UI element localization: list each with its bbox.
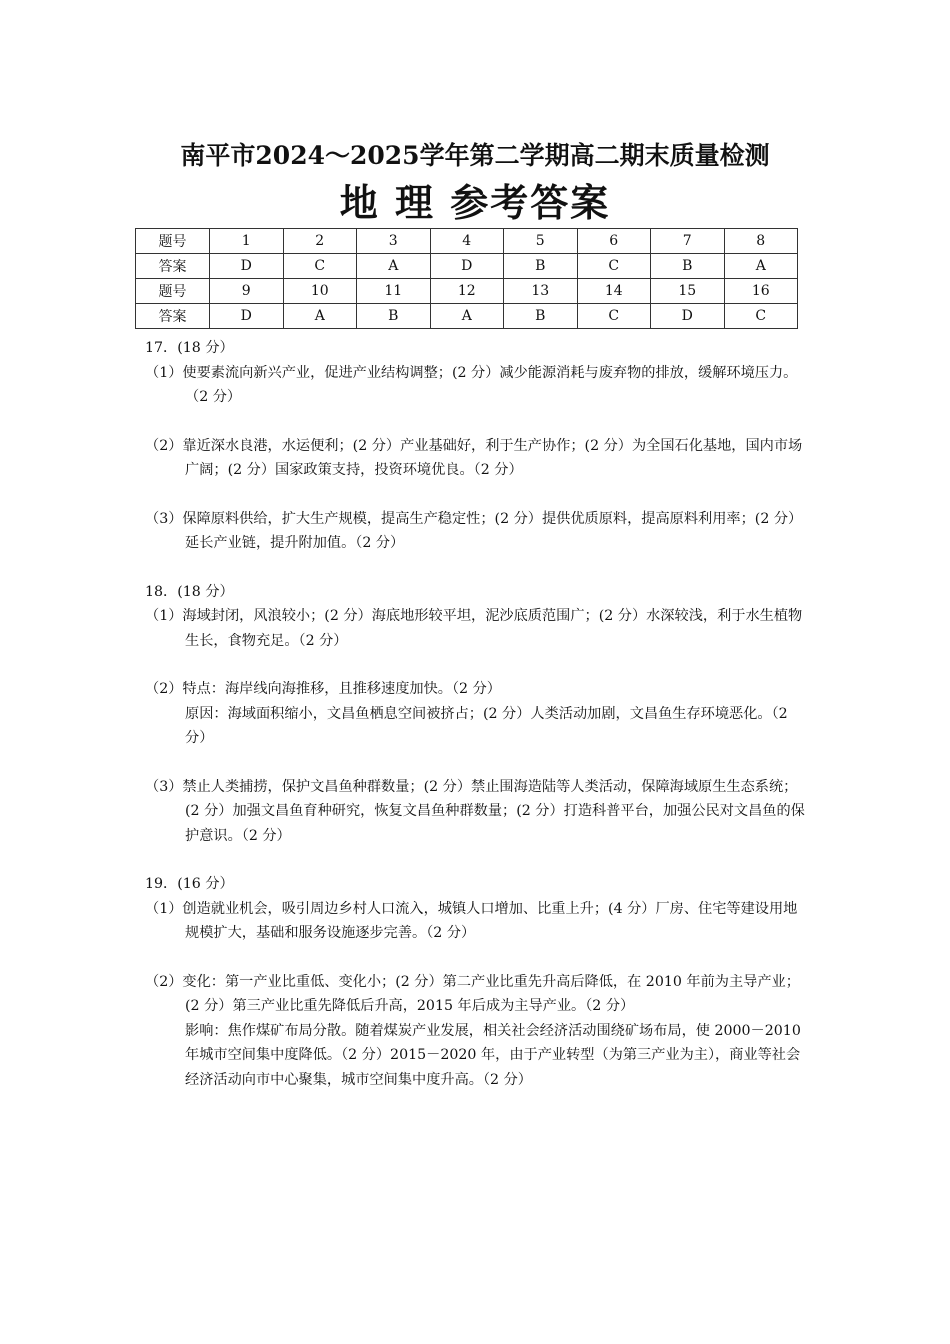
answer-table-cell: D (210, 254, 284, 279)
q18-part1: （1）海域封闭，风浪较小；(2 分）海底地形较平坦，泥沙底质范围广；(2 分）水深较浅，利于水生植物生长，食物充足。（2 分） (145, 608, 803, 649)
answer-table-cell: 7 (651, 229, 725, 254)
answer-table (135, 228, 798, 329)
q18-part2-features: （2）特点：海岸线向海推移，且推移速度加快。（2 分） (145, 681, 501, 697)
answer-table-cell: 1 (210, 229, 284, 254)
answer-table-cell: 8 (724, 229, 798, 254)
answer-table-cell: 4 (430, 229, 504, 254)
answer-table-cell: 2 (283, 229, 357, 254)
answer-content (145, 336, 810, 1092)
answer-table-row-label: 题号 (136, 229, 210, 254)
answer-table-cell: 14 (577, 279, 651, 304)
answer-table-row-label: 答案 (136, 254, 210, 279)
answer-table-cell: 3 (357, 229, 431, 254)
answer-table-cell: 13 (504, 279, 578, 304)
document-subtitle: 地 理 参考答案 (339, 181, 611, 225)
answer-table-cell: C (577, 254, 651, 279)
answer-table-cell: 5 (504, 229, 578, 254)
answer-table-cell: 12 (430, 279, 504, 304)
answer-table-row (136, 229, 798, 254)
q19-part2-impacts: 影响：焦作煤矿布局分散。随着煤炭产业发展，相关社会经济活动围绕矿场布局，使 2000－2010 年城市空间集中度降低。（2 分）2015－2020 年，由于产业转型（为第三产业为主），商业等社会经济活动向市中心聚集，城市空间集中度升高。（2 分） (185, 1022, 801, 1088)
document-title: 南平市2024～2025学年第二学期高二期末质量检测 (180, 141, 770, 170)
answer-table-cell: A (357, 254, 431, 279)
q17-part2: （2）靠近深水良港，水运便利；(2 分）产业基础好，利于生产协作；(2 分）为全国石化基地，国内市场广阔；(2 分）国家政策支持，投资环境优良。（2 分） (145, 437, 803, 478)
answer-table-cell: C (724, 304, 798, 329)
q19-heading: 19．(16 分） (145, 876, 234, 892)
answer-table-row-label: 答案 (136, 304, 210, 329)
q17-heading: 17．(18 分） (145, 340, 234, 356)
q17-part1: （1）使要素流向新兴产业，促进产业结构调整；(2 分）减少能源消耗与废弃物的排放，缓解环境压力。（2 分） (145, 364, 798, 405)
q19-part1: （1）创造就业机会，吸引周边乡村人口流入，城镇人口增加、比重上升；(4 分）厂房、住宅等建设用地规模扩大，基础和服务设施逐步完善。（2 分） (145, 900, 798, 941)
q18-part3: （3）禁止人类捕捞，保护文昌鱼种群数量；(2 分）禁止围海造陆等人类活动，保障海域原生生态系统；(2 分）加强文昌鱼育种研究，恢复文昌鱼种群数量；(2 分）打造科普平台，加强公民对文昌鱼的保护意识。（2 分） (145, 778, 805, 844)
answer-table-cell: C (577, 304, 651, 329)
answer-table-cell: 10 (283, 279, 357, 304)
q18-part2-reasons: 原因：海域面积缩小，文昌鱼栖息空间被挤占；(2 分）人类活动加剧，文昌鱼生存环境恶化。（2 分） (185, 705, 788, 746)
answer-table-cell: A (283, 304, 357, 329)
answer-table-cell: D (651, 304, 725, 329)
answer-table-cell: 9 (210, 279, 284, 304)
answer-table-cell: B (357, 304, 431, 329)
q17-part3: （3）保障原料供给，扩大生产规模，提高生产稳定性；(2 分）提供优质原料，提高原料利用率；(2 分）延长产业链，提升附加值。（2 分） (145, 510, 803, 551)
q18-heading: 18．(18 分） (145, 583, 234, 600)
answer-table-row (136, 279, 798, 304)
answer-table-cell: D (430, 254, 504, 279)
answer-table-cell: C (283, 254, 357, 279)
answer-table-cell: A (724, 254, 798, 279)
answer-table-cell: 15 (651, 279, 725, 304)
answer-table-cell: 6 (577, 229, 651, 254)
answer-table-cell: B (651, 254, 725, 279)
answer-table-cell: D (210, 304, 284, 329)
answer-table-row-label: 题号 (136, 279, 210, 304)
answer-table-row (136, 304, 798, 329)
answer-table-row (136, 254, 798, 279)
answer-table-cell: A (430, 304, 504, 329)
answer-table-cell: B (504, 304, 578, 329)
answer-table-cell: 16 (724, 279, 798, 304)
q19-part2-changes: （2）变化：第一产业比重低、变化小；(2 分）第二产业比重先升高后降低，在 2010 年前为主导产业；(2 分）第三产业比重先降低后升高，2015 年后成为主导产业。（2 分） (145, 973, 800, 1014)
answer-table-cell: B (504, 254, 578, 279)
answer-table-cell: 11 (357, 279, 431, 304)
